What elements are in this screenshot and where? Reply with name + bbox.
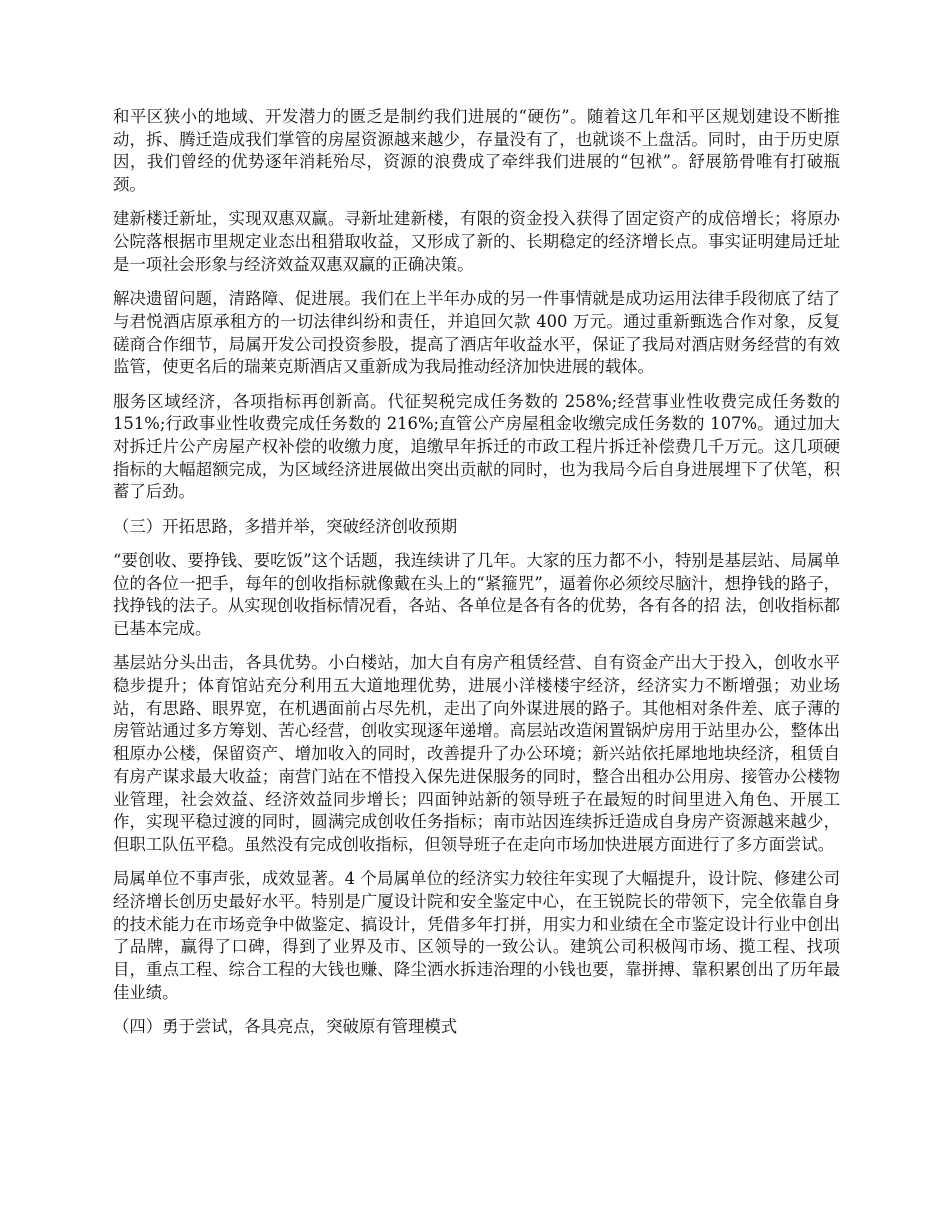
paragraph-legacy-issues: 解决遗留问题，清路障、促进展。我们在上半年办成的另一件事情就是成功运用法律手段彻底了结了与君悦酒店原承租方的一切法律纠纷和责任，并追回欠款 400 万元。通过重新甄选合作对象，反复磋商合作细节，局属开发公司投资参股，提高了酒店年收益水平，保证了我局对酒店财务经营的有效监管，使更名后的瑞莱克斯酒店又重新成为我局推动经济加快进展的载体。	[113, 289, 840, 377]
paragraph-affiliated-units: 局属单位不事声张，成效显著。4 个局属单位的经济实力较往年实现了大幅提升，设计院、修建公司经济增长创历史最好水平。特别是广厦设计院和安全鉴定中心，在王锐院长的带领下，完全依靠自身的技术能力在市场竞争中做鉴定、搞设计，凭借多年打拼，用实力和业绩在全市鉴定设计行业中创出了品牌，赢得了口碑，得到了业界及市、区领导的一致公认。建筑公司积极闯市场、揽工程、找项目，重点工程、综合工程的大钱也赚、降尘洒水拆违治理的小钱也要，靠拼搏、靠积累创出了历年最佳业绩。	[113, 869, 840, 1002]
paragraph-revenue-topic: “要创收、要挣钱、要吃饭”这个话题，我连续讲了几年。大家的压力都不小，特别是基层站、局属单位的各位一把手，每年的创收指标就像戴在头上的“紧箍咒”，逼着你必须绞尽脑汁，想挣钱的路子，找挣钱的法子。从实现创收指标情况看，各站、各单位是各有各的优势，各有各的招 法，创收指标都已基本完成。	[113, 550, 840, 639]
paragraph-new-building: 建新楼迁新址，实现双惠双赢。寻新址建新楼，有限的资金投入获得了固定资产的成倍增长；将原办公院落根据市里规定业态出租猎取收益，又形成了新的、长期稳定的经济增长点。事实证明建局迁址是一项社会形象与经济效益双惠双赢的正确决策。	[113, 209, 840, 274]
paragraph-hardship: 和平区狭小的地域、开发潜力的匮乏是制约我们进展的“硬伤”。随着这几年和平区规划建设不断推动，拆、腾迁造成我们掌管的房屋资源越来越少，存量没有了，也就谈不上盘活。同时，由于历史原因，我们曾经的优势逐年消耗殆尽，资源的浪费成了牵绊我们进展的“包袱”。舒展筋骨唯有打破瓶颈。	[113, 107, 840, 195]
section-heading-4: （四）勇于尝试，各具亮点，突破原有管理模式	[113, 1017, 458, 1037]
section-heading-3: （三）开拓思路，多措并举，突破经济创收预期	[113, 516, 458, 536]
paragraph-regional-economy: 服务区域经济，各项指标再创新高。代征契税完成任务数的 258%;经营事业性收费完成任务数的 151%;行政事业性收费完成任务数的 216%;直管公产房屋租金收缴完成任务数的 107%。通过加大对拆迁片公产房屋产权补偿的收缴力度，追缴早年拆迁的市政工程片拆迁补偿费几千万元。这几项硬指标的大幅超额完成，为区域经济进展做出突出贡献的同时，也为我局今后自身进展埋下了伏笔，积蓄了后劲。	[113, 391, 840, 502]
document-body	[113, 106, 840, 1050]
paragraph-grassroots-stations: 基层站分头出击，各具优势。小白楼站，加大自有房产租赁经营、自有资金产出大于投入，创收水平稳步提升；体育馆站充分利用五大道地理优势，进展小洋楼楼宇经济，经济实力不断增强；劝业场站，有思路、眼界宽，在机遇面前占尽先机，走出了向外谋进展的路子。其他相对条件差、底子薄的房管站通过多方筹划、苦心经营，创收实现逐年递增。高层站改造闲置锅炉房用于站里办公，整体出租原办公楼，保留资产、增加收入的同时，改善提升了办公环境；新兴站依托犀地地块经济，租赁自有房产谋求最大收益；南营门站在不惜投入保先进保服务的同时，整合出租办公用房、接管办公楼物业管理，社会效益、经济效益同步增长；四面钟站新的领导班子在最短的时间里进入角色、开展工作，实现平稳过渡的同时，圆满完成创收任务指标；南市站因连续拆迁造成自身房产资源越来越少，但职工队伍平稳。虽然没有完成创收指标，但领导班子在走向市场加快进展方面进行了多方面尝试。	[113, 653, 840, 854]
